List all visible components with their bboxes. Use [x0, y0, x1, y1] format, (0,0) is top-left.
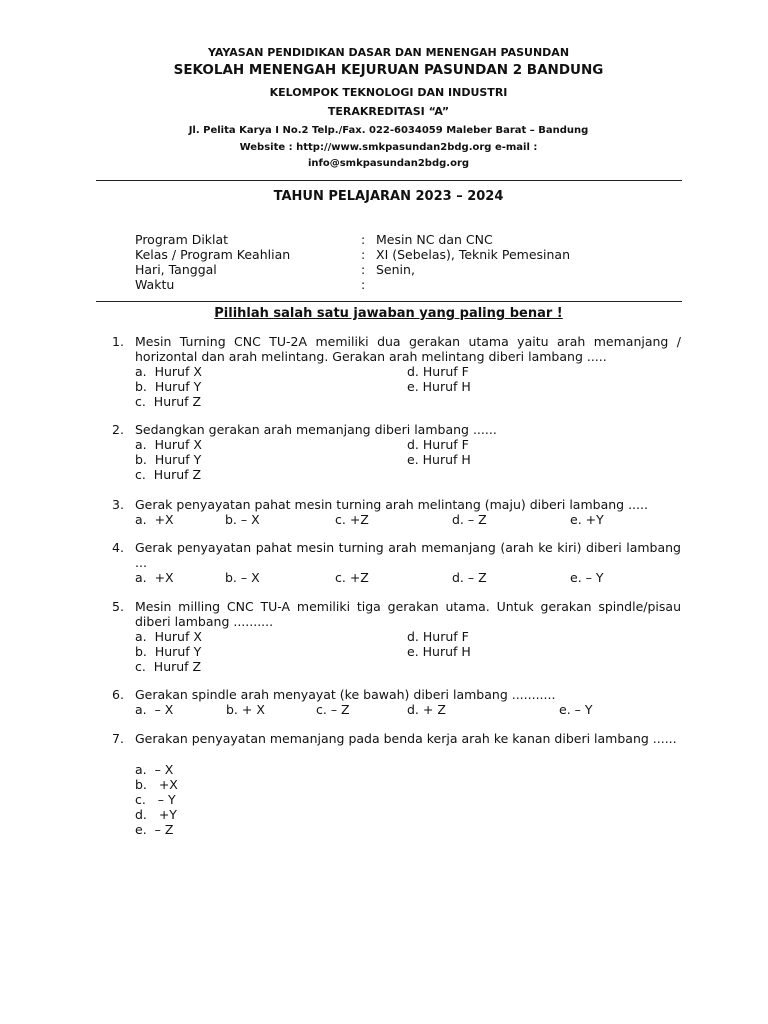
meta-label: Kelas / Program Keahlian: [135, 247, 291, 262]
question-number: 4.: [112, 540, 124, 555]
option-a: a. Huruf X: [135, 437, 202, 452]
question-text: Gerakan penyayatan memanjang pada benda kerja arah ke kanan diberi lambang ......: [135, 731, 677, 746]
option-a: a. – X: [135, 702, 174, 717]
option-b: b. Huruf Y: [135, 644, 202, 659]
option-b: b. + X: [226, 702, 265, 717]
question-text: Gerakan spindle arah menyayat (ke bawah) diberi lambang ...........: [135, 687, 556, 702]
meta-label: Waktu: [135, 277, 175, 292]
option-c: c. Huruf Z: [135, 467, 202, 482]
question-number: 2.: [112, 422, 124, 437]
option-e: e. +Y: [570, 512, 604, 527]
meta-colon: :: [361, 232, 366, 247]
option-d: d. +Y: [135, 807, 177, 822]
option-a: a. +X: [135, 570, 174, 585]
option-a: a. Huruf X: [135, 364, 202, 379]
option-c: c. +Z: [335, 570, 369, 585]
option-c: c. +Z: [335, 512, 369, 527]
meta-value: Mesin NC dan CNC: [376, 232, 493, 247]
school-website: Website : http://www.smkpasundan2bdg.org e-mail :: [239, 142, 538, 153]
option-d: d. Huruf F: [407, 629, 469, 644]
option-a: a. +X: [135, 512, 174, 527]
question-number: 5.: [112, 599, 124, 614]
option-d: d. – Z: [452, 570, 487, 585]
option-e: e. Huruf H: [407, 452, 471, 467]
option-d: d. – Z: [452, 512, 487, 527]
question-text: Mesin milling CNC TU-A memiliki tiga gerakan utama. Untuk gerakan spindle/pisau diberi lambang ..........: [135, 599, 681, 629]
option-c: c. Huruf Z: [135, 394, 202, 409]
header-divider: [96, 180, 682, 181]
academic-year: TAHUN PELAJARAN 2023 – 2024: [273, 189, 504, 204]
option-e: e. – Y: [559, 702, 593, 717]
question-number: 6.: [112, 687, 124, 702]
question-text: Sedangkan gerakan arah memanjang diberi lambang ......: [135, 422, 497, 437]
foundation-name: YAYASAN PENDIDIKAN DASAR DAN MENENGAH PASUNDAN: [207, 46, 570, 59]
meta-value: XI (Sebelas), Teknik Pemesinan: [376, 247, 571, 262]
option-c: c. – Y: [135, 792, 176, 807]
meta-divider: [96, 301, 682, 302]
school-group: KELOMPOK TEKNOLOGI DAN INDUSTRI: [269, 86, 508, 99]
option-a: a. Huruf X: [135, 629, 202, 644]
question-number: 3.: [112, 497, 124, 512]
option-b: b. – X: [225, 570, 260, 585]
option-e: e. Huruf H: [407, 644, 471, 659]
question-text: Mesin Turning CNC TU-2A memiliki dua gerakan utama yaitu arah memanjang / horizontal dan arah melintang. Gerakan arah melintang diberi lambang .....: [135, 334, 681, 364]
option-d: d. Huruf F: [407, 437, 469, 452]
meta-label: Hari, Tanggal: [135, 262, 217, 277]
question-number: 1.: [112, 334, 124, 349]
question-text: Gerak penyayatan pahat mesin turning arah memanjang (arah ke kiri) diberi lambang ...: [135, 540, 681, 570]
option-c: c. Huruf Z: [135, 659, 202, 674]
option-c: c. – Z: [316, 702, 350, 717]
school-address: Jl. Pelita Karya I No.2 Telp./Fax. 022-6034059 Maleber Barat – Bandung: [188, 125, 589, 136]
option-a: a. – X: [135, 762, 174, 777]
option-d: d. + Z: [407, 702, 446, 717]
option-b: b. Huruf Y: [135, 379, 202, 394]
question-number: 7.: [112, 731, 124, 746]
question-text: Gerak penyayatan pahat mesin turning arah melintang (maju) diberi lambang .....: [135, 497, 648, 512]
option-b: b. +X: [135, 777, 178, 792]
option-e: e. Huruf H: [407, 379, 471, 394]
meta-colon: :: [361, 277, 366, 292]
option-b: b. Huruf Y: [135, 452, 202, 467]
meta-value: Senin,: [376, 262, 415, 277]
instruction: Pilihlah salah satu jawaban yang paling benar !: [214, 306, 563, 321]
school-email: info@smkpasundan2bdg.org: [307, 158, 470, 169]
option-e: e. – Z: [135, 822, 174, 837]
option-d: d. Huruf F: [407, 364, 469, 379]
meta-label: Program Diklat: [135, 232, 229, 247]
option-b: b. – X: [225, 512, 260, 527]
meta-colon: :: [361, 247, 366, 262]
meta-colon: :: [361, 262, 366, 277]
accreditation: TERAKREDITASI “A”: [327, 105, 450, 118]
school-name: SEKOLAH MENENGAH KEJURUAN PASUNDAN 2 BANDUNG: [173, 62, 604, 78]
option-e: e. – Y: [570, 570, 604, 585]
